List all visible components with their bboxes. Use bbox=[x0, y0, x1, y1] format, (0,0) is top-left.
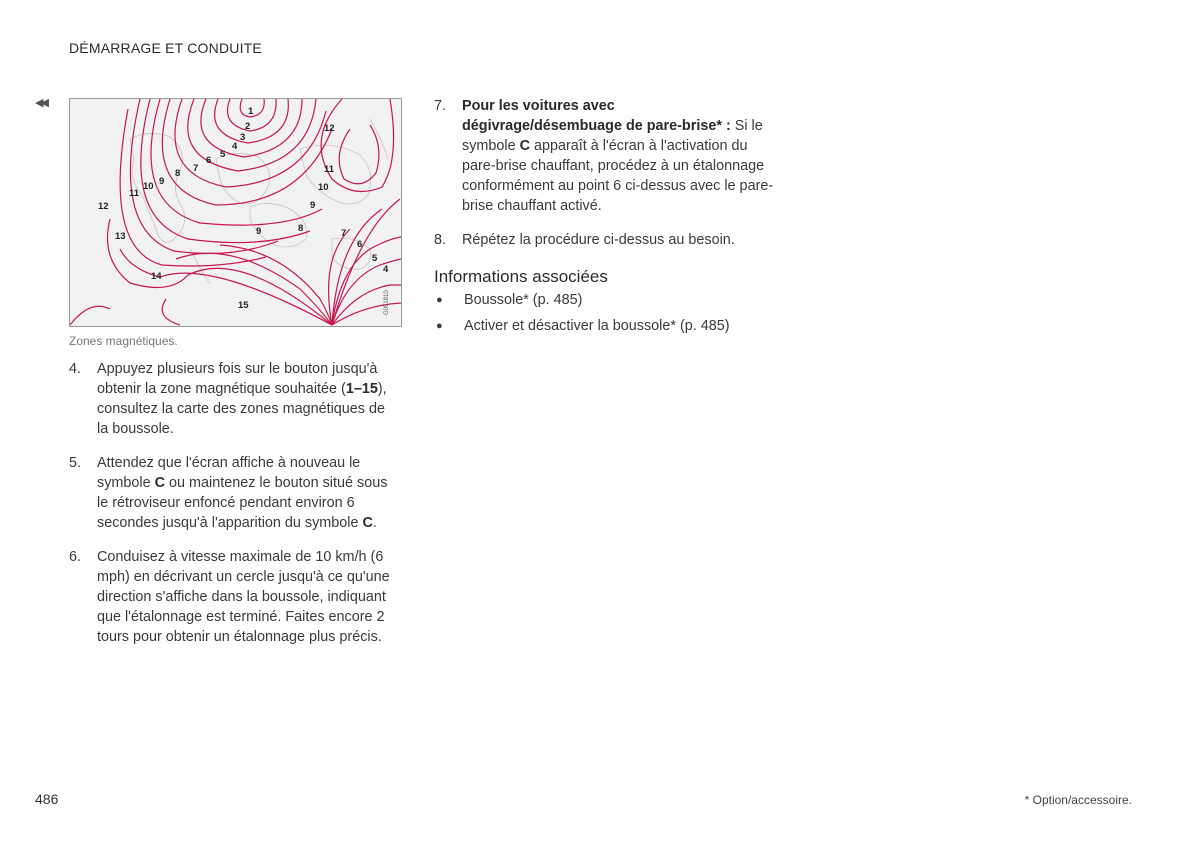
step-text bbox=[97, 359, 394, 439]
step-7 bbox=[434, 96, 774, 216]
zone-label: 14 bbox=[151, 271, 162, 282]
zone-label: 6 bbox=[206, 155, 212, 166]
compass-symbol: C bbox=[154, 475, 165, 491]
step-number: 8. bbox=[434, 232, 447, 248]
step-text-part: apparaît à l'écran à l'activation du pare-brise chauffant, procédez à un étalonnage conformément au point 6 ci-dessus avec le pare-brise chauffant activé. bbox=[462, 138, 774, 214]
related-link-text[interactable]: Boussole* (p. 485) bbox=[464, 292, 583, 308]
zone-label: 13 bbox=[115, 231, 126, 242]
zone-label: 2 bbox=[245, 121, 251, 132]
page-header: DÉMARRAGE ET CONDUITE bbox=[69, 40, 262, 56]
zone-range: 1–15 bbox=[345, 381, 378, 397]
zone-label: 7 bbox=[341, 228, 347, 239]
related-link-text[interactable]: Activer et désactiver la boussole* (p. 485) bbox=[464, 318, 730, 334]
zone-label: 11 bbox=[129, 188, 140, 199]
zone-label: 15 bbox=[238, 300, 249, 311]
zone-label: 9 bbox=[310, 200, 316, 211]
step-text-part: Attendez que l'écran affiche à nouveau le symbole bbox=[97, 455, 361, 491]
step-text bbox=[462, 96, 774, 216]
double-left-arrow-icon[interactable]: ◀◀ bbox=[35, 97, 46, 109]
step-text-part: . bbox=[372, 515, 377, 531]
zone-label: 11 bbox=[324, 164, 335, 175]
related-link-compass[interactable] bbox=[434, 290, 774, 310]
compass-symbol: C bbox=[362, 515, 373, 531]
zone-label: 4 bbox=[383, 264, 389, 275]
step-text: Répétez la procédure ci-dessus au besoin. bbox=[462, 232, 735, 248]
figure-caption: Zones magnétiques. bbox=[69, 334, 178, 348]
isolines bbox=[70, 99, 401, 325]
zone-label: 8 bbox=[298, 223, 304, 234]
zone-label: 1 bbox=[248, 106, 254, 117]
zone-label: 5 bbox=[372, 253, 378, 264]
step-6 bbox=[69, 547, 394, 647]
zone-label: 6 bbox=[357, 239, 363, 250]
step-text: Conduisez à vitesse maximale de 10 km/h (6 mph) en décrivant un cercle jusqu'à ce qu'une direction s'affiche dans la boussole, indiquant que l'étalonnage est terminé. Faites encore 2 tours pour obtenir un étalonnage plus précis. bbox=[97, 549, 390, 645]
zone-label: 10 bbox=[143, 181, 154, 192]
right-column bbox=[434, 96, 774, 342]
step-number: 7. bbox=[434, 98, 447, 114]
zone-label: 7 bbox=[193, 163, 199, 174]
zone-label: 8 bbox=[175, 168, 181, 179]
step-5 bbox=[69, 453, 394, 533]
zone-label: 3 bbox=[240, 132, 246, 143]
page-number: 486 bbox=[35, 791, 59, 807]
zone-label: 5 bbox=[220, 149, 226, 160]
zone-label: 10 bbox=[318, 182, 329, 193]
zone-label: 4 bbox=[232, 141, 238, 152]
bullet-icon: ● bbox=[436, 294, 443, 306]
step-text-part: Si le symbole bbox=[462, 118, 763, 154]
step-number: 6. bbox=[69, 549, 82, 565]
footnote: * Option/accessoire. bbox=[1024, 793, 1132, 807]
step-text bbox=[97, 453, 394, 533]
option-asterisk: * : bbox=[716, 118, 731, 134]
magnetic-zones-map bbox=[69, 98, 402, 327]
step-number: 5. bbox=[69, 455, 82, 471]
step-4 bbox=[69, 359, 394, 439]
step-text-part: ), consultez la carte des zones magnétiques de la boussole. bbox=[97, 381, 387, 437]
step-text-part: ou maintenez le bouton situé sous le rétroviseur enfoncé pendant environ 6 secondes jusqu'à l'apparition du symbole bbox=[97, 475, 388, 531]
left-column bbox=[69, 359, 394, 661]
zone-label: 9 bbox=[159, 176, 165, 187]
zone-label: 12 bbox=[324, 123, 335, 134]
figure-code: G051810 bbox=[384, 290, 390, 315]
step-text-part: Appuyez plusieurs fois sur le bouton jusqu'à obtenir la zone magnétique souhaitée ( bbox=[97, 361, 378, 397]
compass-symbol: C bbox=[519, 138, 530, 154]
related-link-toggle-compass[interactable] bbox=[434, 316, 774, 336]
step-number: 4. bbox=[69, 361, 82, 377]
step-heading: Pour les voitures avec dégivrage/désembuage de pare-brise bbox=[462, 98, 717, 134]
bullet-icon: ● bbox=[436, 320, 443, 332]
zone-label: 12 bbox=[98, 201, 109, 212]
step-8 bbox=[434, 230, 774, 250]
magnetic-zones-svg bbox=[70, 99, 401, 326]
related-info-title: Informations associées bbox=[434, 267, 608, 286]
zone-label: 9 bbox=[256, 226, 262, 237]
